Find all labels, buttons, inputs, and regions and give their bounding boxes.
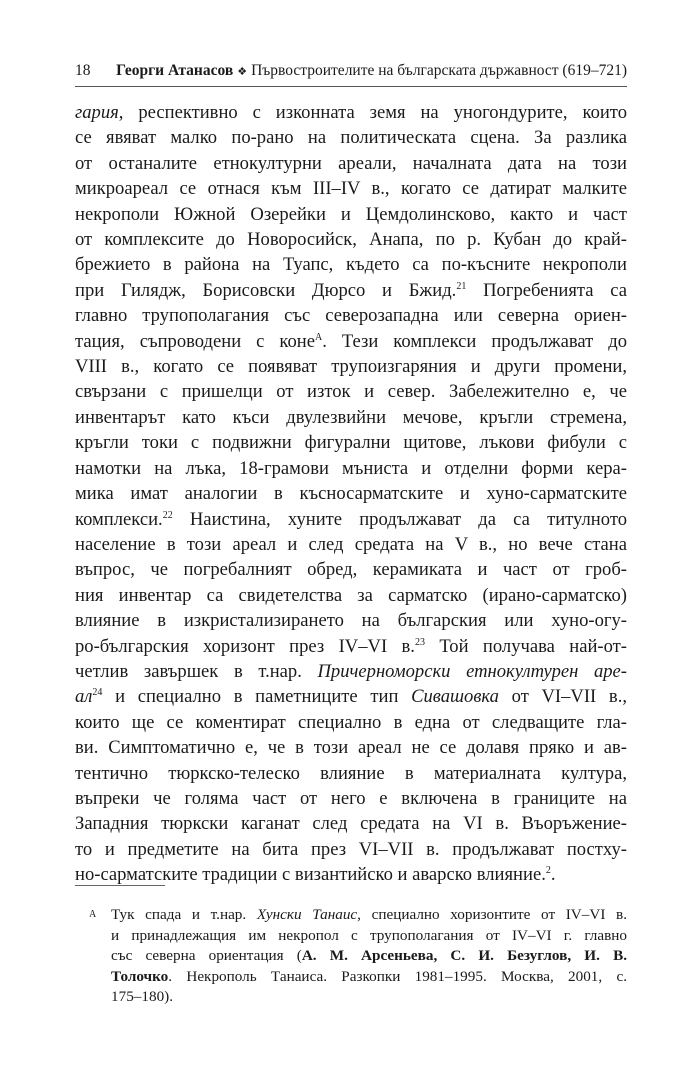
body-line-2: се явяват малко по-рано на политическата сцена. За разлика xyxy=(75,127,627,149)
body-line-22: ро-българския хоризонт през IV–VI в.$^{23}$ Той получава най-от- xyxy=(75,635,627,657)
footnote-text xyxy=(111,905,627,1008)
body-line-9: главно трупополагания със северозападна или северна ориен- xyxy=(75,305,627,327)
header-rule xyxy=(75,86,627,87)
body-line-7: брежието в района на Туапс, където са по-късните некрополи xyxy=(75,254,627,276)
body-line-12: свързани с пришелци от изток и север. Забележително е, че xyxy=(75,381,627,403)
body-line-10: тация, съпроводени с коне$^A$. Тези комплекси продължават до xyxy=(75,330,628,352)
footnote-line-2: и принадлежащия им некропол с трупополагания от IV–VI г. главно xyxy=(111,926,627,944)
footnote-line-4: Толочко. Некрополь Танаиса. Разкопки 1981–1995. Москва, 2001, с. xyxy=(111,967,627,985)
body-line-25: които ще се коментират специално в една от следващите гла- xyxy=(75,711,627,733)
body-line-11: VIII в., когато се появяват трупоизгаряния и други промени, xyxy=(75,356,627,378)
footnote-line-3: със северна ориентация (А. М. Арсеньева, С. И. Безуглов, И. В. xyxy=(111,947,627,964)
body-line-14: кръгли токи с подвижни фигурални щитове, лъкови фибули с xyxy=(75,432,627,454)
footnote-ref-21: 21 xyxy=(456,280,467,292)
body-line-21: влияние в изкристализирането на българския или хуно-огу- xyxy=(75,610,627,632)
footnote-ref-23: 23 xyxy=(414,636,425,648)
body-line-16: мика имат аналогии в късносарматските и хуно-сарматските xyxy=(75,483,627,505)
body-line-3: от останалите етнокултурни ареали, началната дата на този xyxy=(75,152,627,174)
footnote-line-1: Тук спада и т.нар. Хунски Танаис, специално хоризонтите от IV–VI в. xyxy=(111,906,627,923)
header-book-title: Първостроителите на българската държавност (619–721) xyxy=(251,62,627,79)
footnote-rule xyxy=(75,885,165,886)
body-line-6: от комплексите до Новоросийск, Анапа, по р. Кубан до край- xyxy=(75,229,627,251)
body-text xyxy=(75,100,627,888)
running-header xyxy=(75,62,627,80)
body-line-18: население в този ареал и след средата на V в., но вече стана xyxy=(75,533,627,555)
body-line-5: некрополи Южной Озерейки и Цемдолинсково, както и част xyxy=(75,203,627,225)
body-line-26: ви. Симптоматично е, че в този ареал не се долавя пряко и ав- xyxy=(75,737,627,759)
body-line-24: $ал^{24}$ и специално в паметниците тип Сивашовка от VI–VII в., xyxy=(75,686,627,708)
body-line-20: ния инвентар са свидетелства за сарматско (ирано-сарматско) xyxy=(75,584,627,606)
body-line-23: четлив завършек в т.нар. Причерноморски етнокултурен аре- xyxy=(75,660,628,682)
footnote-ref-a: A xyxy=(315,331,323,343)
body-line-19: въпрос, че погребалният обред, керамиката и част от гроб- xyxy=(75,559,627,581)
body-line-17: комплекси.$^{22}$ Наистина, хуните продължават да са титулното xyxy=(75,508,627,530)
page-number: 18 xyxy=(75,62,91,79)
body-line-13: инвентарът като къси двулезвийни мечове, кръгли стремена, xyxy=(75,406,627,428)
body-line-27: тентично тюркско-телеско влияние в материалната култура, xyxy=(75,762,627,784)
footnote-line-5: 175–180). xyxy=(111,988,174,1005)
body-line-1: гария, респективно с изконната земя на уногондурите, които xyxy=(75,102,627,123)
header-author: Георги Атанасов xyxy=(116,62,234,79)
body-line-31: но-сарматските традиции с византийско и аварско влияние.$^2$. xyxy=(75,864,556,886)
body-line-8: при Гилядж, Борисовски Дюрсо и Бжид.$^{21}$ Погребенията са xyxy=(75,279,627,301)
body-line-29: Западния тюркски каганат след средата на VI в. Въоръжение- xyxy=(75,813,627,835)
footnote-marker: A xyxy=(89,909,97,920)
footnote-a xyxy=(75,905,627,1008)
body-line-30: то и предметите на бита през VI–VII в. продължават постху- xyxy=(75,838,627,860)
body-line-4: микроареал се отнася към III–IV в., когато се датират малките xyxy=(75,178,627,200)
body-line-15: намотки на лъка, 18-грамови мъниста и отделни форми кера- xyxy=(75,457,627,479)
footnote-ref-22: 22 xyxy=(162,509,173,521)
footnote-ref-24: 24 xyxy=(92,687,103,699)
body-line-28: въпреки че голяма част от него е включена в границите на xyxy=(75,787,627,809)
header-separator-ornament: ❖ xyxy=(237,66,248,78)
footnote-ref-2: 2 xyxy=(545,865,551,877)
